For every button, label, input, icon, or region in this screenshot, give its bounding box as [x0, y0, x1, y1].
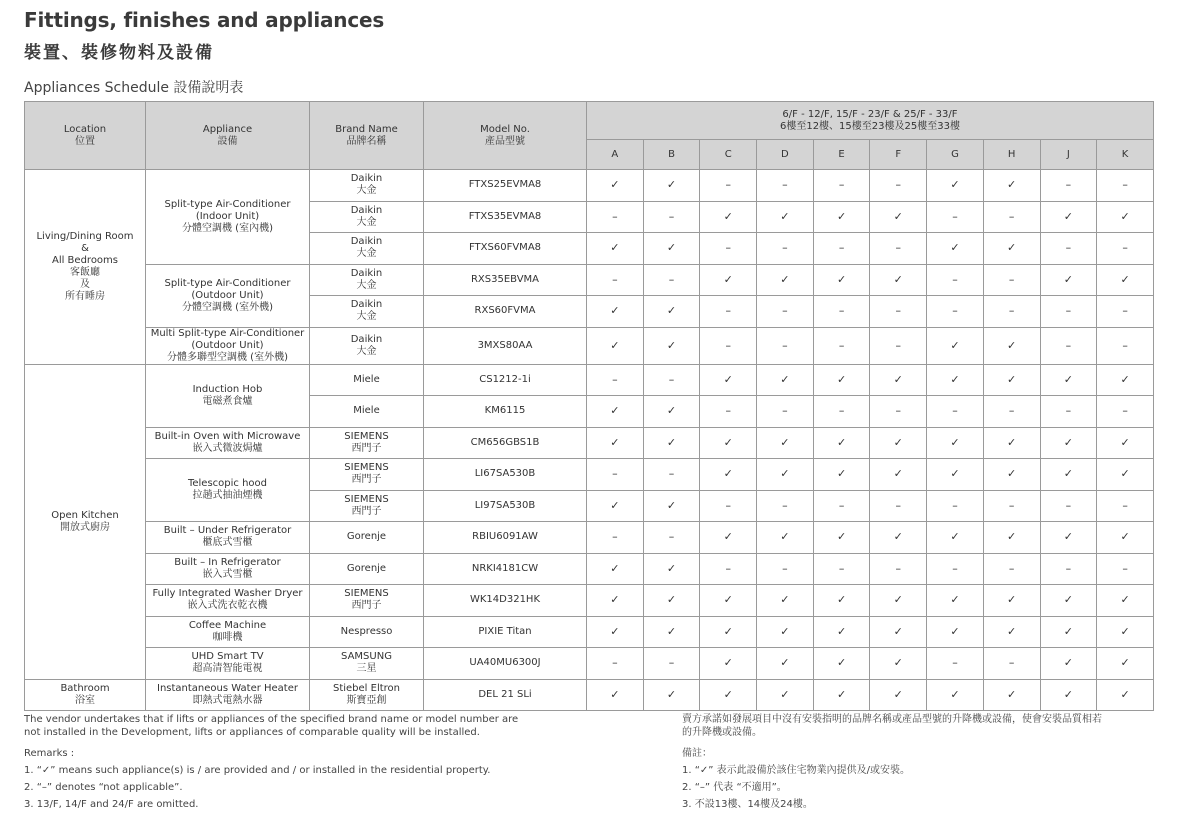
availability-mark: ✓ — [587, 490, 644, 522]
model-cell: CS1212-1i — [424, 364, 587, 396]
appliance-cell: Coffee Machine 咖啡機 — [146, 616, 310, 648]
availability-mark: ✓ — [870, 264, 927, 296]
availability-mark: ✓ — [587, 233, 644, 265]
availability-mark: ✓ — [927, 327, 984, 364]
availability-mark: – — [757, 233, 814, 265]
availability-mark: ✓ — [870, 522, 927, 554]
appliance-cell: Induction Hob 電磁煮食爐 — [146, 364, 310, 427]
availability-mark: ✓ — [700, 585, 757, 617]
availability-mark: ✓ — [983, 233, 1040, 265]
availability-mark: – — [1097, 490, 1154, 522]
model-cell: FTXS25EVMA8 — [424, 170, 587, 202]
availability-mark: ✓ — [1040, 616, 1097, 648]
availability-mark: ✓ — [927, 170, 984, 202]
model-cell: FTXS60FVMA8 — [424, 233, 587, 265]
availability-mark: ✓ — [813, 522, 870, 554]
availability-mark: – — [1040, 327, 1097, 364]
availability-mark: – — [813, 553, 870, 585]
availability-mark: ✓ — [1040, 364, 1097, 396]
availability-mark: – — [813, 233, 870, 265]
availability-mark: ✓ — [870, 201, 927, 233]
availability-mark: – — [870, 396, 927, 428]
availability-mark: – — [1040, 490, 1097, 522]
availability-mark: ✓ — [700, 459, 757, 491]
header-unit: D — [757, 140, 814, 170]
brand-cell: Daikin 大金 — [310, 327, 424, 364]
header-brand: Brand Name 品牌名稱 — [310, 102, 424, 170]
availability-mark: ✓ — [813, 427, 870, 459]
appliance-cell: Built-in Oven with Microwave 嵌入式微波焗爐 — [146, 427, 310, 459]
availability-mark: ✓ — [757, 648, 814, 680]
availability-mark: – — [1097, 327, 1154, 364]
availability-mark: ✓ — [643, 553, 700, 585]
brand-cell: Daikin 大金 — [310, 233, 424, 265]
availability-mark: ✓ — [643, 296, 700, 328]
header-unit: H — [983, 140, 1040, 170]
model-cell: RXS60FVMA — [424, 296, 587, 328]
availability-mark: ✓ — [927, 522, 984, 554]
availability-mark: ✓ — [643, 585, 700, 617]
brand-cell: SAMSUNG 三星 — [310, 648, 424, 680]
availability-mark: ✓ — [1040, 648, 1097, 680]
availability-mark: ✓ — [1097, 585, 1154, 617]
appliance-cell: Built – Under Refrigerator 櫃底式雪櫃 — [146, 522, 310, 554]
availability-mark: ✓ — [700, 648, 757, 680]
table-row — [25, 553, 1154, 585]
availability-mark: – — [700, 296, 757, 328]
availability-mark: – — [927, 553, 984, 585]
availability-mark: – — [700, 170, 757, 202]
model-cell: KM6115 — [424, 396, 587, 428]
availability-mark: – — [757, 553, 814, 585]
model-cell: UA40MU6300J — [424, 648, 587, 680]
availability-mark: ✓ — [700, 201, 757, 233]
availability-mark: ✓ — [983, 459, 1040, 491]
availability-mark: – — [870, 553, 927, 585]
availability-mark: ✓ — [870, 459, 927, 491]
availability-mark: ✓ — [813, 364, 870, 396]
availability-mark: ✓ — [870, 679, 927, 711]
brand-cell: SIEMENS 西門子 — [310, 585, 424, 617]
availability-mark: ✓ — [757, 201, 814, 233]
header-appliance: Appliance 設備 — [146, 102, 310, 170]
availability-mark: – — [700, 396, 757, 428]
availability-mark: ✓ — [1097, 522, 1154, 554]
availability-mark: ✓ — [587, 553, 644, 585]
table-subtitle: Appliances Schedule 設備說明表 — [24, 80, 244, 96]
availability-mark: ✓ — [643, 616, 700, 648]
model-cell: LI97SA530B — [424, 490, 587, 522]
availability-mark: ✓ — [983, 585, 1040, 617]
availability-mark: – — [757, 327, 814, 364]
table-body — [25, 170, 1154, 711]
appliances-schedule-table — [24, 101, 1154, 711]
remarks-heading: 備註： — [682, 748, 712, 759]
remark-item: 1. “✓” means such appliance(s) is / are provided and / or installed in the residential property. — [24, 765, 491, 776]
availability-mark: – — [870, 327, 927, 364]
availability-mark: ✓ — [1040, 522, 1097, 554]
availability-mark: ✓ — [927, 585, 984, 617]
appliance-cell: Multi Split-type Air-Conditioner (Outdoor Unit) 分體多聯型空調機 (室外機) — [146, 327, 310, 364]
availability-mark: – — [1040, 553, 1097, 585]
availability-mark: ✓ — [813, 648, 870, 680]
header-unit: E — [813, 140, 870, 170]
availability-mark: ✓ — [1040, 264, 1097, 296]
availability-mark: – — [643, 364, 700, 396]
remark-item: 3. 不設13樓、14樓及24樓。 — [682, 799, 813, 810]
availability-mark: ✓ — [1040, 201, 1097, 233]
availability-mark: – — [927, 264, 984, 296]
availability-mark: ✓ — [643, 170, 700, 202]
appliance-cell: Telescopic hood 拉趟式抽油煙機 — [146, 459, 310, 522]
brand-cell: Daikin 大金 — [310, 201, 424, 233]
availability-mark: ✓ — [587, 296, 644, 328]
availability-mark: ✓ — [870, 364, 927, 396]
availability-mark: ✓ — [757, 522, 814, 554]
brand-cell: Gorenje — [310, 522, 424, 554]
appliance-cell: Split-type Air-Conditioner (Outdoor Unit) 分體空調機 (室外機) — [146, 264, 310, 327]
model-cell: RXS35EBVMA — [424, 264, 587, 296]
availability-mark: ✓ — [587, 170, 644, 202]
availability-mark: ✓ — [870, 616, 927, 648]
availability-mark: ✓ — [643, 679, 700, 711]
brand-cell: SIEMENS 西門子 — [310, 427, 424, 459]
header-location: Location 位置 — [25, 102, 146, 170]
availability-mark: – — [643, 264, 700, 296]
brand-cell: SIEMENS 西門子 — [310, 490, 424, 522]
availability-mark: – — [587, 201, 644, 233]
table-row — [25, 522, 1154, 554]
availability-mark: ✓ — [700, 522, 757, 554]
availability-mark: ✓ — [700, 679, 757, 711]
remark-item: 2. “–” denotes “not applicable”. — [24, 782, 183, 793]
availability-mark: ✓ — [757, 427, 814, 459]
availability-mark: ✓ — [983, 616, 1040, 648]
availability-mark: – — [587, 459, 644, 491]
availability-mark: ✓ — [927, 679, 984, 711]
appliance-cell: UHD Smart TV 超高清智能電視 — [146, 648, 310, 680]
availability-mark: ✓ — [983, 522, 1040, 554]
header-unit: A — [587, 140, 644, 170]
availability-mark: – — [983, 264, 1040, 296]
availability-mark: – — [587, 264, 644, 296]
availability-mark: ✓ — [587, 427, 644, 459]
availability-mark: – — [587, 648, 644, 680]
availability-mark: – — [983, 490, 1040, 522]
availability-mark: – — [1097, 296, 1154, 328]
availability-mark: ✓ — [983, 364, 1040, 396]
availability-mark: – — [813, 396, 870, 428]
availability-mark: – — [1097, 553, 1154, 585]
availability-mark: ✓ — [757, 364, 814, 396]
availability-mark: – — [813, 327, 870, 364]
appliance-cell: Fully Integrated Washer Dryer 嵌入式洗衣乾衣機 — [146, 585, 310, 617]
table-row — [25, 616, 1154, 648]
availability-mark: ✓ — [870, 648, 927, 680]
header-unit: B — [643, 140, 700, 170]
availability-mark: – — [927, 296, 984, 328]
vendor-undertaking-line: 的升降機或設備。 — [682, 727, 762, 738]
table-row — [25, 585, 1154, 617]
availability-mark: ✓ — [1097, 427, 1154, 459]
availability-mark: – — [700, 327, 757, 364]
brand-cell: Miele — [310, 396, 424, 428]
availability-mark: ✓ — [700, 364, 757, 396]
availability-mark: ✓ — [983, 170, 1040, 202]
brand-cell: Miele — [310, 364, 424, 396]
brand-cell: Daikin 大金 — [310, 170, 424, 202]
availability-mark: – — [587, 364, 644, 396]
model-cell: PIXIE Titan — [424, 616, 587, 648]
availability-mark: – — [927, 396, 984, 428]
vendor-undertaking-line: not installed in the Development, lifts or appliances of comparable quality will be installed. — [24, 727, 480, 738]
header-unit: J — [1040, 140, 1097, 170]
table-row — [25, 648, 1154, 680]
availability-mark: ✓ — [757, 616, 814, 648]
availability-mark: ✓ — [1097, 201, 1154, 233]
table-row — [25, 264, 1154, 296]
availability-mark: – — [1040, 396, 1097, 428]
availability-mark: – — [813, 296, 870, 328]
availability-mark: ✓ — [813, 201, 870, 233]
availability-mark: ✓ — [927, 427, 984, 459]
page-title: Fittings, finishes and appliances — [24, 8, 385, 32]
availability-mark: ✓ — [1097, 264, 1154, 296]
availability-mark: – — [813, 170, 870, 202]
model-cell: CM656GBS1B — [424, 427, 587, 459]
availability-mark: ✓ — [1040, 427, 1097, 459]
availability-mark: ✓ — [757, 585, 814, 617]
availability-mark: ✓ — [700, 616, 757, 648]
header-model: Model No. 產品型號 — [424, 102, 587, 170]
availability-mark: – — [1097, 170, 1154, 202]
availability-mark: ✓ — [643, 233, 700, 265]
model-cell: RBIU6091AW — [424, 522, 587, 554]
availability-mark: ✓ — [1040, 459, 1097, 491]
table-row — [25, 170, 1154, 202]
availability-mark: – — [983, 396, 1040, 428]
availability-mark: ✓ — [870, 427, 927, 459]
appliance-cell: Split-type Air-Conditioner (Indoor Unit) 分體空調機 (室內機) — [146, 170, 310, 265]
brand-cell: Stiebel Eltron 斯寶亞創 — [310, 679, 424, 711]
availability-mark: ✓ — [1097, 364, 1154, 396]
availability-mark: ✓ — [813, 459, 870, 491]
availability-mark: – — [1040, 296, 1097, 328]
availability-mark: – — [757, 296, 814, 328]
availability-mark: ✓ — [587, 327, 644, 364]
availability-mark: ✓ — [927, 364, 984, 396]
model-cell: LI67SA530B — [424, 459, 587, 491]
availability-mark: ✓ — [1040, 679, 1097, 711]
availability-mark: – — [983, 296, 1040, 328]
availability-mark: ✓ — [813, 585, 870, 617]
location-cell: Living/Dining Room & All Bedrooms 客飯廳 及 所有睡房 — [25, 170, 146, 365]
table-row — [25, 427, 1154, 459]
availability-mark: – — [983, 201, 1040, 233]
header-floors: 6/F - 12/F, 15/F - 23/F & 25/F - 33/F 6樓至12樓、15樓至23樓及25樓至33樓 — [587, 102, 1154, 140]
availability-mark: ✓ — [643, 490, 700, 522]
availability-mark: ✓ — [1040, 585, 1097, 617]
availability-mark: – — [1040, 233, 1097, 265]
notes-english — [24, 713, 518, 811]
page-title-chinese: 裝置、裝修物料及設備 — [24, 43, 214, 63]
notes-chinese — [682, 713, 1102, 811]
availability-mark: – — [983, 553, 1040, 585]
availability-mark: ✓ — [643, 327, 700, 364]
availability-mark: – — [870, 170, 927, 202]
availability-mark: – — [700, 490, 757, 522]
availability-mark: ✓ — [587, 616, 644, 648]
availability-mark: ✓ — [1097, 616, 1154, 648]
availability-mark: ✓ — [757, 264, 814, 296]
brand-cell: SIEMENS 西門子 — [310, 459, 424, 491]
availability-mark: – — [700, 553, 757, 585]
availability-mark: ✓ — [813, 264, 870, 296]
location-cell: Bathroom 浴室 — [25, 679, 146, 711]
availability-mark: – — [757, 170, 814, 202]
location-cell: Open Kitchen 開放式廚房 — [25, 364, 146, 679]
brand-cell: Daikin 大金 — [310, 296, 424, 328]
remarks-heading: Remarks : — [24, 748, 75, 759]
availability-mark: – — [1097, 233, 1154, 265]
availability-mark: – — [587, 522, 644, 554]
availability-mark: ✓ — [757, 679, 814, 711]
availability-mark: ✓ — [1097, 648, 1154, 680]
availability-mark: ✓ — [700, 264, 757, 296]
brand-cell: Gorenje — [310, 553, 424, 585]
table-row — [25, 459, 1154, 491]
availability-mark: – — [813, 490, 870, 522]
availability-mark: ✓ — [927, 233, 984, 265]
model-cell: NRKI4181CW — [424, 553, 587, 585]
table-row — [25, 327, 1154, 364]
availability-mark: ✓ — [813, 616, 870, 648]
availability-mark: – — [643, 459, 700, 491]
availability-mark: ✓ — [927, 459, 984, 491]
model-cell: FTXS35EVMA8 — [424, 201, 587, 233]
availability-mark: ✓ — [983, 679, 1040, 711]
header-unit: G — [927, 140, 984, 170]
availability-mark: ✓ — [643, 396, 700, 428]
availability-mark: ✓ — [643, 427, 700, 459]
availability-mark: – — [700, 233, 757, 265]
availability-mark: – — [870, 296, 927, 328]
availability-mark: ✓ — [700, 427, 757, 459]
availability-mark: ✓ — [983, 427, 1040, 459]
model-cell: 3MXS80AA — [424, 327, 587, 364]
brand-cell: Nespresso — [310, 616, 424, 648]
availability-mark: – — [643, 201, 700, 233]
availability-mark: – — [643, 648, 700, 680]
remark-item: 1. “✓” 表示此設備於該住宅物業內提供及/或安裝。 — [682, 765, 911, 776]
header-unit: C — [700, 140, 757, 170]
availability-mark: – — [870, 233, 927, 265]
availability-mark: ✓ — [927, 616, 984, 648]
availability-mark: – — [927, 201, 984, 233]
header-unit: K — [1097, 140, 1154, 170]
availability-mark: – — [1040, 170, 1097, 202]
availability-mark: ✓ — [587, 585, 644, 617]
availability-mark: – — [757, 490, 814, 522]
availability-mark: – — [983, 648, 1040, 680]
availability-mark: – — [1097, 396, 1154, 428]
availability-mark: ✓ — [587, 396, 644, 428]
availability-mark: ✓ — [870, 585, 927, 617]
model-cell: WK14D321HK — [424, 585, 587, 617]
model-cell: DEL 21 SLi — [424, 679, 587, 711]
availability-mark: – — [870, 490, 927, 522]
availability-mark: ✓ — [587, 679, 644, 711]
remark-item: 2. “–” 代表 “不適用”。 — [682, 782, 787, 793]
appliance-cell: Built – In Refrigerator 嵌入式雪櫃 — [146, 553, 310, 585]
availability-mark: ✓ — [813, 679, 870, 711]
availability-mark: – — [643, 522, 700, 554]
table-row — [25, 364, 1154, 396]
table-row — [25, 679, 1154, 711]
header-unit: F — [870, 140, 927, 170]
vendor-undertaking-line: The vendor undertakes that if lifts or appliances of the specified brand name or model number are — [24, 714, 519, 725]
availability-mark: ✓ — [757, 459, 814, 491]
availability-mark: ✓ — [1097, 679, 1154, 711]
availability-mark: ✓ — [983, 327, 1040, 364]
availability-mark: ✓ — [1097, 459, 1154, 491]
availability-mark: – — [927, 648, 984, 680]
brand-cell: Daikin 大金 — [310, 264, 424, 296]
appliance-cell: Instantaneous Water Heater 即熱式電熱水器 — [146, 679, 310, 711]
remark-item: 3. 13/F, 14/F and 24/F are omitted. — [24, 799, 199, 810]
availability-mark: – — [757, 396, 814, 428]
availability-mark: – — [927, 490, 984, 522]
vendor-undertaking-line: 賣方承諾如發展項目中沒有安裝指明的品牌名稱或產品型號的升降機或設備，使會安裝品質相若 — [682, 714, 1102, 725]
